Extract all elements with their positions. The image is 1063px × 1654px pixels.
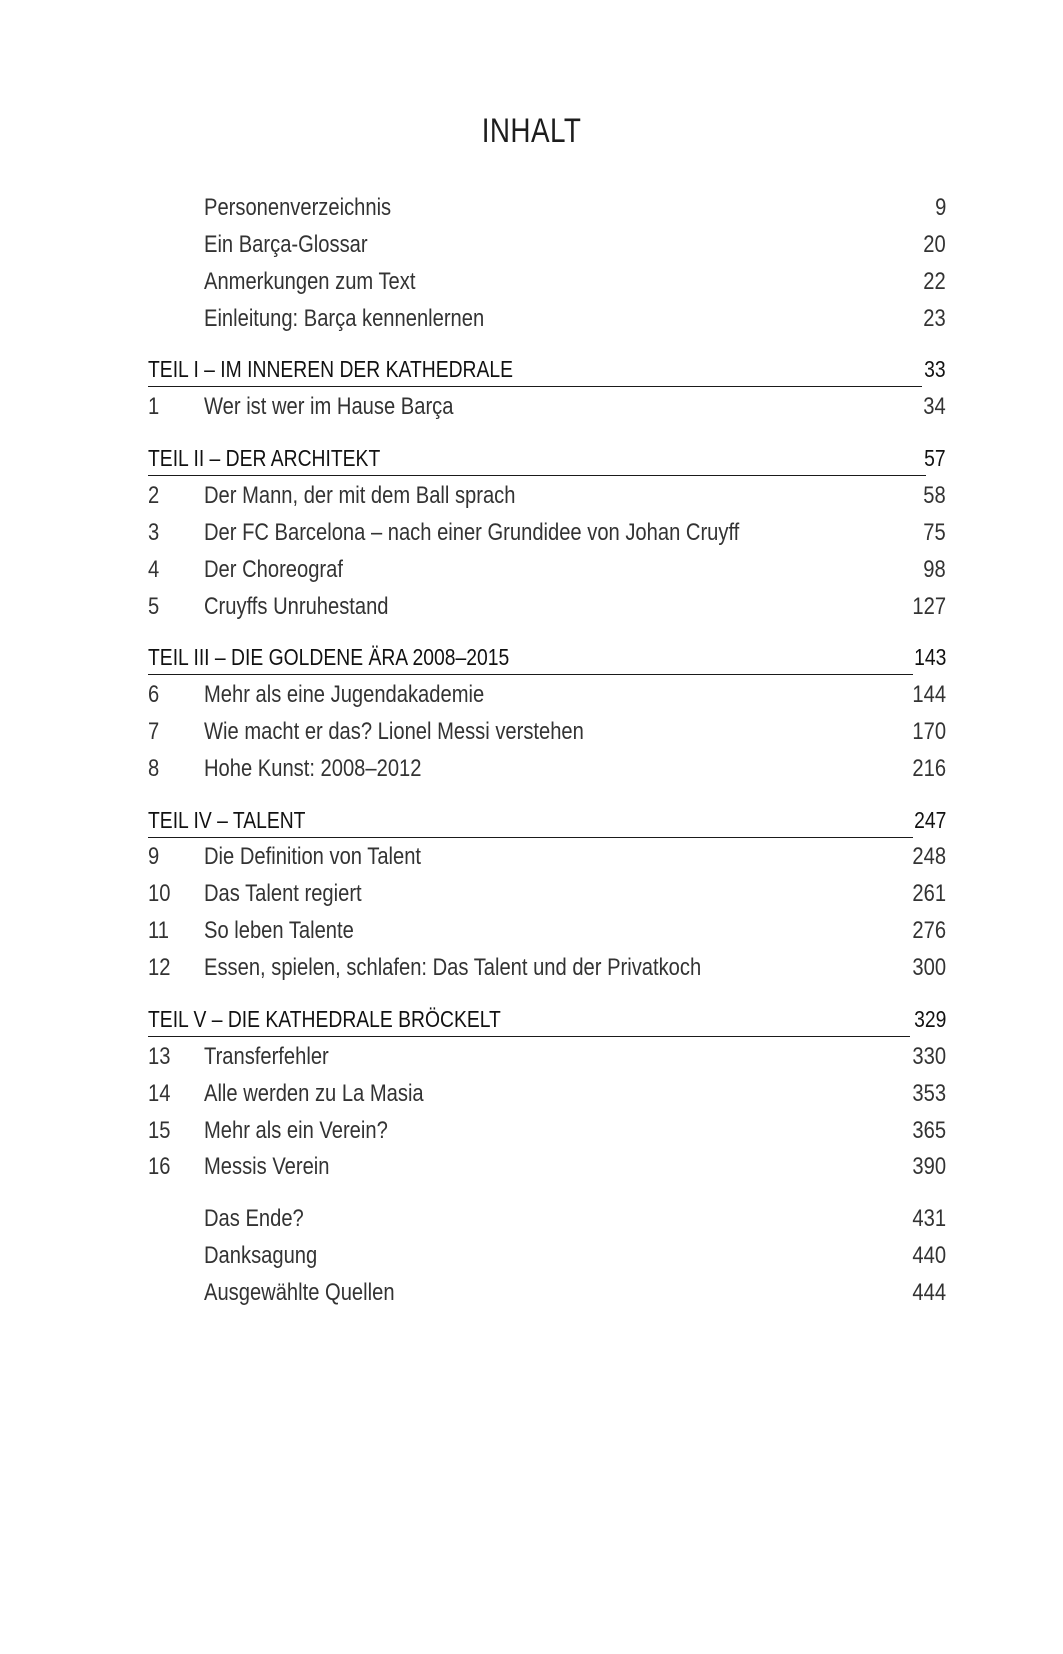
toc-chapter[interactable] (148, 1150, 946, 1184)
toc-part-title: TEIL IV – TALENT (148, 807, 306, 833)
chapter-number: 12 (148, 954, 171, 981)
chapter-number: 1 (148, 393, 160, 420)
chapter-number: 16 (148, 1153, 171, 1180)
chapter-label: Die Definition von Talent (204, 843, 422, 870)
chapter-page: 261 (912, 880, 946, 907)
toc-entry-label: Das Ende? (204, 1205, 304, 1232)
chapter-label: Mehr als eine Jugendakademie (204, 681, 485, 708)
chapter-label: Alle werden zu La Masia (204, 1080, 424, 1107)
chapter-number: 13 (148, 1043, 171, 1070)
toc-part-heading[interactable] (148, 352, 946, 386)
page-title: INHALT (481, 112, 582, 150)
toc-entry-label: Ausgewählte Quellen (204, 1279, 395, 1306)
toc-entry-page: 9 (934, 194, 946, 221)
chapter-page: 248 (912, 843, 946, 870)
chapter-number: 14 (148, 1080, 171, 1107)
chapter-number: 4 (148, 556, 160, 583)
chapter-number: 6 (148, 681, 160, 708)
toc-part-title: TEIL III – DIE GOLDENE ÄRA 2008–2015 (148, 644, 510, 670)
chapter-number: 7 (148, 718, 160, 745)
chapter-page: 276 (912, 917, 946, 944)
toc-chapter[interactable] (148, 914, 946, 948)
toc-chapter[interactable] (148, 553, 946, 587)
toc-chapter[interactable] (148, 715, 946, 749)
chapter-label: So leben Talente (204, 917, 354, 944)
toc-entry-label: Personenverzeichnis (204, 194, 392, 221)
chapter-page: 330 (912, 1043, 946, 1070)
toc-part-page: 57 (924, 445, 946, 471)
toc-entry[interactable] (148, 302, 946, 336)
toc-chapter[interactable] (148, 516, 946, 550)
toc-chapter[interactable] (148, 840, 946, 874)
chapter-page: 300 (912, 954, 946, 981)
chapter-page: 98 (923, 556, 946, 583)
toc-entry-page: 22 (923, 268, 946, 295)
chapter-page: 170 (912, 718, 946, 745)
chapter-page: 144 (912, 681, 946, 708)
chapter-label: Der Choreograf (204, 556, 343, 583)
chapter-label: Essen, spielen, schlafen: Das Talent und der Privatkoch (204, 954, 702, 981)
toc-part-title: TEIL I – IM INNEREN DER KATHEDRALE (148, 356, 514, 382)
toc-chapter[interactable] (148, 590, 946, 624)
chapter-page: 34 (923, 393, 946, 420)
chapter-number: 2 (148, 482, 160, 509)
toc-part-page: 329 (913, 1006, 946, 1032)
toc-part-heading[interactable] (148, 640, 946, 674)
toc-entry[interactable] (148, 228, 946, 262)
toc-entry[interactable] (148, 1239, 946, 1273)
toc-part-page: 33 (924, 356, 946, 382)
toc-part-page: 247 (913, 807, 946, 833)
toc-chapter[interactable] (148, 678, 946, 712)
toc-chapter[interactable] (148, 1040, 946, 1074)
toc-entry-label: Anmerkungen zum Text (204, 268, 416, 295)
toc-entry-page: 23 (923, 305, 946, 332)
chapter-label: Wie macht er das? Lionel Messi verstehen (204, 718, 584, 745)
chapter-label: Transferfehler (204, 1043, 329, 1070)
toc-entry-page: 431 (912, 1205, 946, 1232)
chapter-number: 3 (148, 519, 160, 546)
toc-entry[interactable] (148, 1202, 946, 1236)
toc-part-heading[interactable] (148, 1002, 946, 1036)
toc-entry[interactable] (148, 265, 946, 299)
chapter-number: 9 (148, 843, 160, 870)
toc-part-heading[interactable] (148, 441, 946, 475)
chapter-number: 15 (148, 1117, 171, 1144)
chapter-label: Der Mann, der mit dem Ball sprach (204, 482, 516, 509)
chapter-label: Das Talent regiert (204, 880, 362, 907)
chapter-label: Hohe Kunst: 2008–2012 (204, 755, 422, 782)
chapter-page: 216 (912, 755, 946, 782)
chapter-label: Der FC Barcelona – nach einer Grundidee von Johan Cruyff (204, 519, 740, 546)
chapter-label: Cruyffs Unruhestand (204, 593, 389, 620)
toc-chapter[interactable] (148, 479, 946, 513)
chapter-number: 11 (148, 917, 169, 944)
part-underline (148, 386, 922, 387)
toc-chapter[interactable] (148, 1114, 946, 1148)
chapter-label: Wer ist wer im Hause Barça (204, 393, 454, 420)
toc-chapter[interactable] (148, 1077, 946, 1111)
toc-entry-page: 444 (912, 1279, 946, 1306)
chapter-page: 353 (912, 1080, 946, 1107)
chapter-label: Messis Verein (204, 1153, 330, 1180)
toc-chapter[interactable] (148, 951, 946, 985)
part-underline (148, 837, 913, 838)
toc-chapter[interactable] (148, 877, 946, 911)
toc-part-title: TEIL V – DIE KATHEDRALE BRÖCKELT (148, 1006, 501, 1032)
part-underline (148, 674, 913, 675)
toc-part-title: TEIL II – DER ARCHITEKT (148, 445, 381, 471)
toc-chapter[interactable] (148, 390, 946, 424)
chapter-page: 75 (923, 519, 946, 546)
toc-chapter[interactable] (148, 752, 946, 786)
toc-part-heading[interactable] (148, 803, 946, 837)
toc-entry-label: Einleitung: Barça kennenlernen (204, 305, 485, 332)
chapter-page: 365 (912, 1117, 946, 1144)
part-underline (148, 1036, 910, 1037)
toc-entry-label: Ein Barça-Glossar (204, 231, 368, 258)
toc-entry-page: 440 (912, 1242, 946, 1269)
chapter-number: 5 (148, 593, 160, 620)
chapter-page: 58 (923, 482, 946, 509)
chapter-label: Mehr als ein Verein? (204, 1117, 388, 1144)
part-underline (148, 475, 926, 476)
chapter-number: 10 (148, 880, 171, 907)
chapter-page: 127 (912, 593, 946, 620)
chapter-page: 390 (912, 1153, 946, 1180)
toc-entry[interactable] (148, 1276, 946, 1310)
toc-entry[interactable] (148, 191, 946, 225)
toc-entry-page: 20 (923, 231, 946, 258)
toc-entry-label: Danksagung (204, 1242, 318, 1269)
chapter-number: 8 (148, 755, 160, 782)
toc-part-page: 143 (913, 644, 946, 670)
